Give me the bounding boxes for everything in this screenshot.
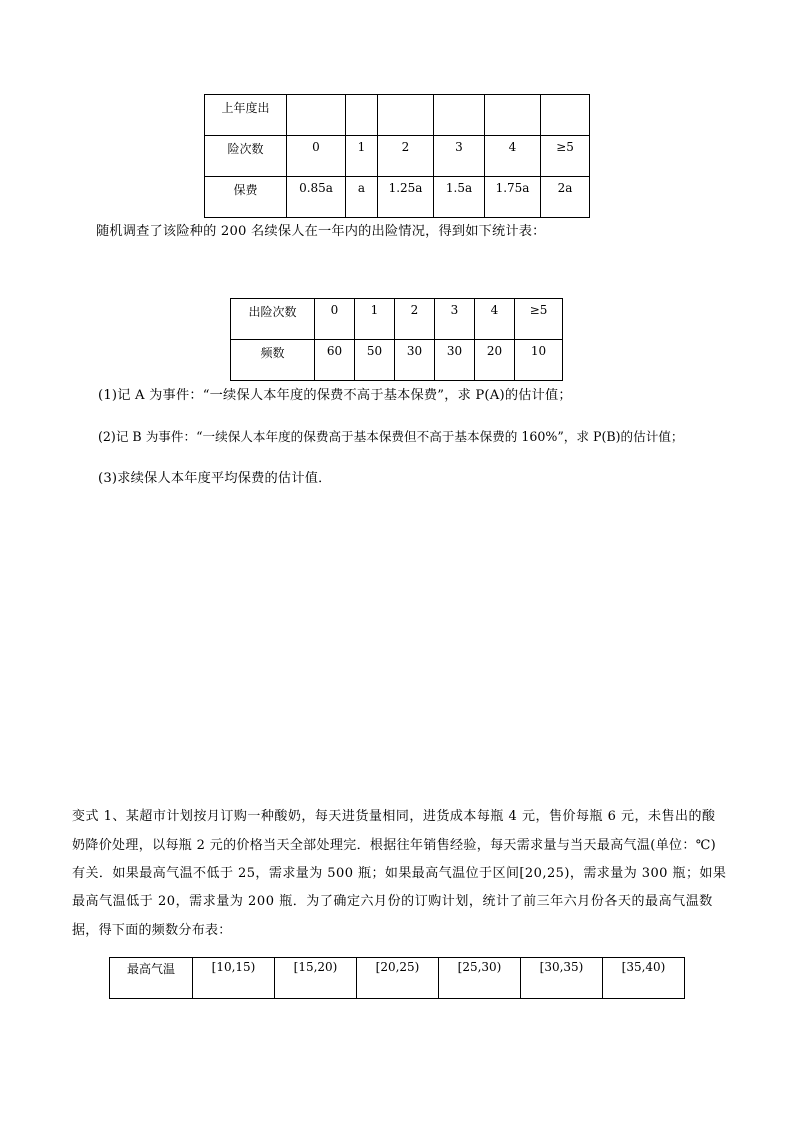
table-cell — [485, 95, 541, 136]
table-cell: 0 — [287, 136, 346, 177]
table-cell — [434, 95, 485, 136]
table-cell: 50 — [355, 340, 395, 381]
table-cell: 30 — [435, 340, 475, 381]
table-cell: 上年度出 — [205, 95, 287, 136]
table-cell: 4 — [485, 136, 541, 177]
temperature-table — [109, 957, 685, 999]
table-cell: 20 — [475, 340, 515, 381]
table-cell: 0 — [315, 299, 355, 340]
table-cell: [30,35) — [521, 958, 603, 999]
table-row — [110, 958, 685, 999]
table-row — [205, 177, 590, 218]
table-cell: 2a — [541, 177, 590, 218]
table-cell: 频数 — [231, 340, 315, 381]
table-cell: 3 — [435, 299, 475, 340]
variant-line: 变式 1、某超市计划按月订购一种酸奶，每天进货量相同，进货成本每瓶 4 元，售价每瓶 6 元，未售出的酸 — [72, 809, 716, 824]
table-row — [205, 136, 590, 177]
table-cell: 2 — [395, 299, 435, 340]
table-cell: 险次数 — [205, 136, 287, 177]
table-cell: 1.25a — [378, 177, 434, 218]
table-cell: 30 — [395, 340, 435, 381]
table-cell — [378, 95, 434, 136]
intro-text: 随机调查了该险种的 200 名续保人在一年内的出险情况，得到如下统计表： — [96, 224, 546, 239]
premium-table — [204, 94, 590, 218]
table-row — [231, 340, 563, 381]
table-cell: 1 — [346, 136, 378, 177]
table-cell: [20,25) — [357, 958, 439, 999]
question-3: (3)求续保人本年度平均保费的估计值． — [98, 471, 332, 486]
variant-line: 有关．如果最高气温不低于 25，需求量为 500 瓶；如果最高气温位于区间[20,25)，需求量为 300 瓶；如果 — [72, 866, 727, 881]
table-cell: 4 — [475, 299, 515, 340]
table-cell: ≥5 — [515, 299, 563, 340]
table-cell: ≥5 — [541, 136, 590, 177]
table-cell — [346, 95, 378, 136]
variant-line: 最高气温低于 20，需求量为 200 瓶．为了确定六月份的订购计划，统计了前三年六月份各天的最高气温数 — [72, 894, 713, 909]
table-cell: 1.75a — [485, 177, 541, 218]
variant-line: 奶降价处理，以每瓶 2 元的价格当天全部处理完．根据往年销售经验，每天需求量与当天最高气温(单位：℃) — [72, 838, 717, 853]
table-cell: [25,30) — [439, 958, 521, 999]
table-cell: 1 — [355, 299, 395, 340]
variant-line: 据，得下面的频数分布表： — [72, 923, 232, 938]
question-1: (1)记 A 为事件：“一续保人本年度的保费不高于基本保费”，求 P(A)的估计值； — [98, 388, 572, 403]
table-cell — [287, 95, 346, 136]
table-cell: [15,20) — [275, 958, 357, 999]
table-cell: 最高气温 — [110, 958, 193, 999]
table-cell: [10,15) — [193, 958, 275, 999]
table-cell: [35,40) — [603, 958, 685, 999]
table-cell: 10 — [515, 340, 563, 381]
table-cell: 2 — [378, 136, 434, 177]
table-cell: 出险次数 — [231, 299, 315, 340]
table-cell — [541, 95, 590, 136]
table-cell: 60 — [315, 340, 355, 381]
table-cell: 保费 — [205, 177, 287, 218]
table-row — [231, 299, 563, 340]
table-cell: 1.5a — [434, 177, 485, 218]
question-2: (2)记 B 为事件：“一续保人本年度的保费高于基本保费但不高于基本保费的 160%”，求 P(B)的估计值； — [98, 429, 684, 444]
table-cell: 0.85a — [287, 177, 346, 218]
table-cell: 3 — [434, 136, 485, 177]
frequency-table — [230, 298, 563, 381]
table-cell: a — [346, 177, 378, 218]
table-row — [205, 95, 590, 136]
